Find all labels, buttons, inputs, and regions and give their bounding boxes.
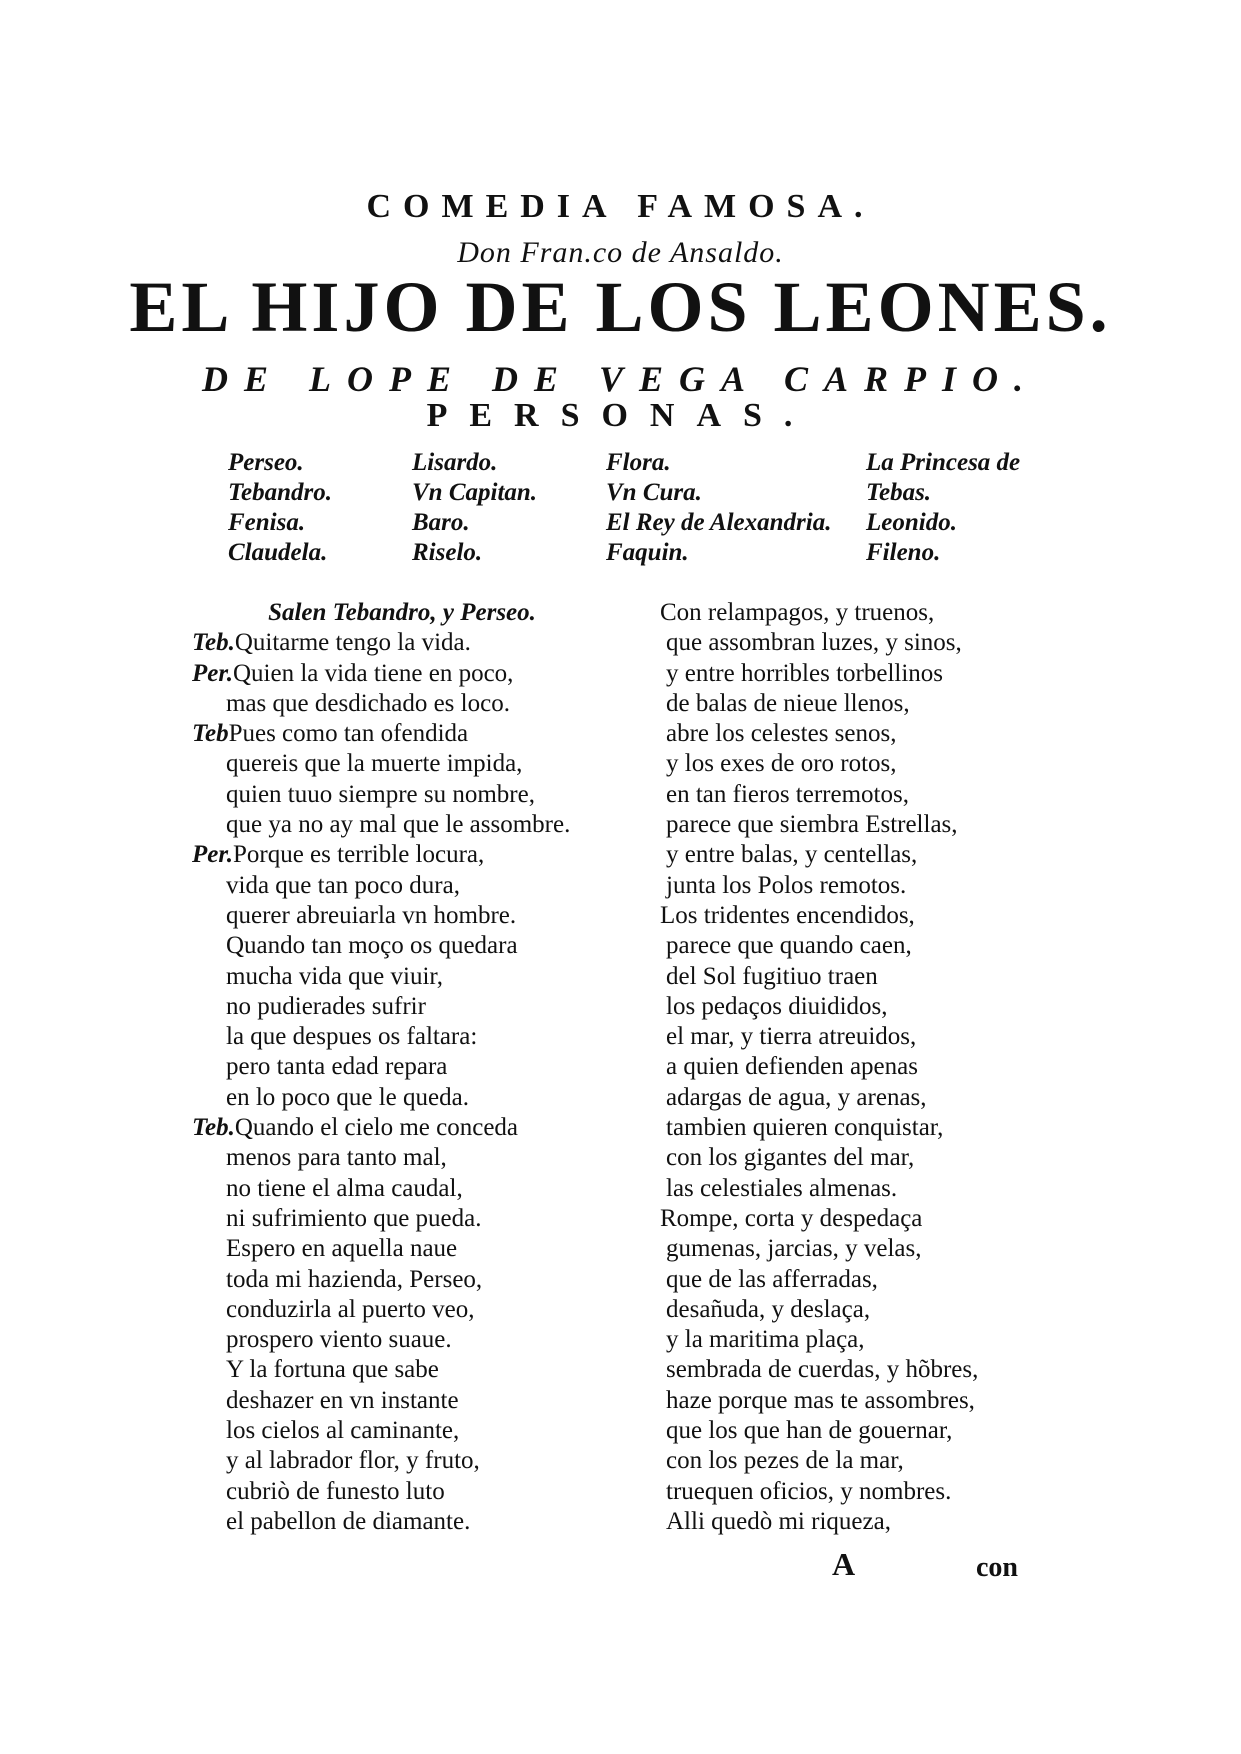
cast-name: Perseo. [228,449,304,476]
verse-line: adargas de agua, y arenas, [666,1083,927,1111]
author-line: DE LOPE DE VEGA CARPIO. [201,359,1040,399]
verse-line: a quien defienden apenas [666,1053,918,1081]
verse-line [192,689,612,719]
speaker-label: Teb. [192,629,235,657]
cast-name: Fileno. [866,539,941,566]
verse-line [192,810,612,840]
verse-line [192,1295,612,1325]
verse-line [192,749,612,779]
verse-line: parece que siembra Estrellas, [666,811,958,839]
verse-line [192,901,612,931]
verse-text: en lo poco que le queda. [226,1083,469,1111]
verse-text: no pudierades sufrir [226,992,426,1020]
verse-line [192,1234,612,1264]
verse-line: que los que han de gouernar, [666,1417,953,1445]
verse-line: y la maritima plaça, [666,1326,865,1354]
verse-line: gumenas, jarcias, y velas, [666,1235,922,1263]
verse-line: tambien quieren conquistar, [666,1114,944,1142]
verse-line [192,931,612,961]
verse-text: Porque es terrible locura, [232,841,485,869]
verse-text: quereis que la muerte impida, [226,750,523,778]
right-verse-column [660,598,1060,1537]
cast-column-4 [866,448,1020,568]
verse-text: prospero viento suaue. [226,1326,452,1354]
verse-line [192,1083,612,1113]
cast-name: La Princesa de [866,449,1021,476]
cast-name: El Rey de Alexandria. [606,509,832,536]
verse-line: desañuda, y deslaça, [666,1295,871,1323]
verse-line: junta los Polos remotos. [666,871,907,899]
verse-line [192,1204,612,1234]
verse-line [192,871,612,901]
comedia-heading: COMEDIA FAMOSA. [366,188,875,225]
verse-line: que assombran luzes, y sinos, [666,629,962,657]
verse-line: en tan fieros terremotos, [666,780,909,808]
cast-name: Tebas. [866,479,932,506]
cast-name: Lisardo. [412,449,498,476]
verse-line: que de las afferradas, [666,1265,878,1293]
cast-name: Fenisa. [228,509,306,536]
verse-line [192,719,612,749]
verse-text: cubriò de funesto luto [226,1477,445,1505]
verse-line [192,1022,612,1052]
stage-direction: Salen Tebandro, y Perseo. [268,599,536,626]
cast-name: Vn Cura. [606,479,702,506]
verse-text: Y la fortuna que sabe [226,1356,439,1384]
cast-name: Flora. [606,449,671,476]
verse-text: los cielos al caminante, [226,1417,460,1445]
verse-line: Los tridentes encendidos, [660,901,915,929]
verse-line: Con relampagos, y truenos, [660,599,935,626]
verse-line: parece que quando caen, [666,932,912,960]
verse-line [192,992,612,1022]
verse-line: y entre horribles torbellinos [666,659,944,687]
verse-line [192,1052,612,1082]
verse-line: los pedaços diuididos, [666,992,888,1020]
verse-text: querer abreuiarla vn hombre. [226,901,517,929]
verse-line [192,1355,612,1385]
verse-text: deshazer en vn instante [226,1386,459,1414]
verse-line [192,1113,612,1143]
verse-text: y al labrador flor, y fruto, [226,1447,480,1475]
verse-text: ni sufrimiento que pueda. [226,1204,482,1232]
verse-line: de balas de nieue llenos, [666,689,910,717]
verse-line [192,962,612,992]
speaker-label: Per. [192,841,233,869]
verse-line: del Sol fugitiuo traen [666,962,878,990]
cast-name: Riselo. [412,539,483,566]
verse-line [192,1265,612,1295]
verse-line: sembrada de cuerdas, y hõbres, [666,1356,979,1384]
verse-line: truequen oficios, y nombres. [666,1477,952,1505]
verse-text: conduzirla al puerto veo, [226,1295,475,1323]
verse-line [192,1416,612,1446]
verse-text: vida que tan poco dura, [226,871,460,899]
cast-name: Leonido. [866,509,957,536]
cast-list [0,448,1241,578]
left-verse-column [192,598,612,1537]
verse-line: con los pezes de la mar, [666,1447,904,1475]
verse-text: que ya no ay mal que le assombre. [226,811,571,839]
verse-line: con los gigantes del mar, [666,1144,915,1172]
verse-text: Espero en aquella naue [226,1235,458,1263]
cast-column-1 [228,448,332,568]
handwritten-note: Don Fran.co de Ansaldo. [457,236,784,269]
verse-line: Alli quedò mi riqueza, [666,1507,891,1535]
cast-column-2 [412,448,537,568]
cast-name: Tebandro. [228,479,332,506]
verse-line: abre los celestes senos, [666,720,897,748]
verse-line: Rompe, corta y despedaça [660,1204,923,1232]
verse-line [192,1446,612,1476]
verse-text: Quien la vida tiene en poco, [232,659,514,687]
verse-text: mucha vida que viuir, [226,962,443,990]
verse-line: y entre balas, y centellas, [666,841,918,869]
speaker-label: Teb [192,720,229,748]
verse-line [192,1507,612,1537]
verse-line [192,1386,612,1416]
verse-text: pero tanta edad repara [226,1053,448,1081]
catchword: con [976,1552,1018,1583]
verse-text: el pabellon de diamante. [226,1507,471,1535]
cast-name: Vn Capitan. [412,479,538,506]
verse-line [192,1477,612,1507]
signature-mark: A [832,1546,856,1582]
speaker-label: Teb. [192,1114,235,1142]
verse-text: menos para tanto mal, [226,1144,447,1172]
cast-name: Baro. [412,509,470,536]
verse-line: el mar, y tierra atreuidos, [666,1023,917,1051]
verse-line [192,1325,612,1355]
personas-heading: PERSONAS. [426,397,815,434]
cast-name: Faquin. [606,539,689,566]
verse-line [192,1143,612,1173]
verse-text: quien tuuo siempre su nombre, [226,780,535,808]
verse-text: toda mi hazienda, Perseo, [226,1265,483,1293]
verse-text: Quando el cielo me conceda [234,1114,519,1142]
cast-column-3 [606,448,831,568]
verse-line: y los exes de oro rotos, [666,750,897,778]
verse-line [192,1174,612,1204]
verse-text: no tiene el alma caudal, [226,1174,463,1202]
verse-text: la que despues os faltara: [226,1023,478,1051]
verse-text: Pues como tan ofendida [228,720,469,748]
cast-name: Claudela. [228,539,328,566]
verse-line [192,628,612,658]
verse-line [192,840,612,870]
verse-text: mas que desdichado es loco. [226,689,510,717]
speaker-label: Per. [192,659,233,687]
play-title: EL HIJO DE LOS LEONES. [129,267,1112,347]
verse-text: Quitarme tengo la vida. [234,629,471,657]
verse-line [192,780,612,810]
verse-line [192,659,612,689]
verse-line: haze porque mas te assombres, [666,1386,975,1414]
verse-text: Quando tan moço os quedara [226,932,518,960]
verse-line: las celestiales almenas. [666,1174,898,1202]
